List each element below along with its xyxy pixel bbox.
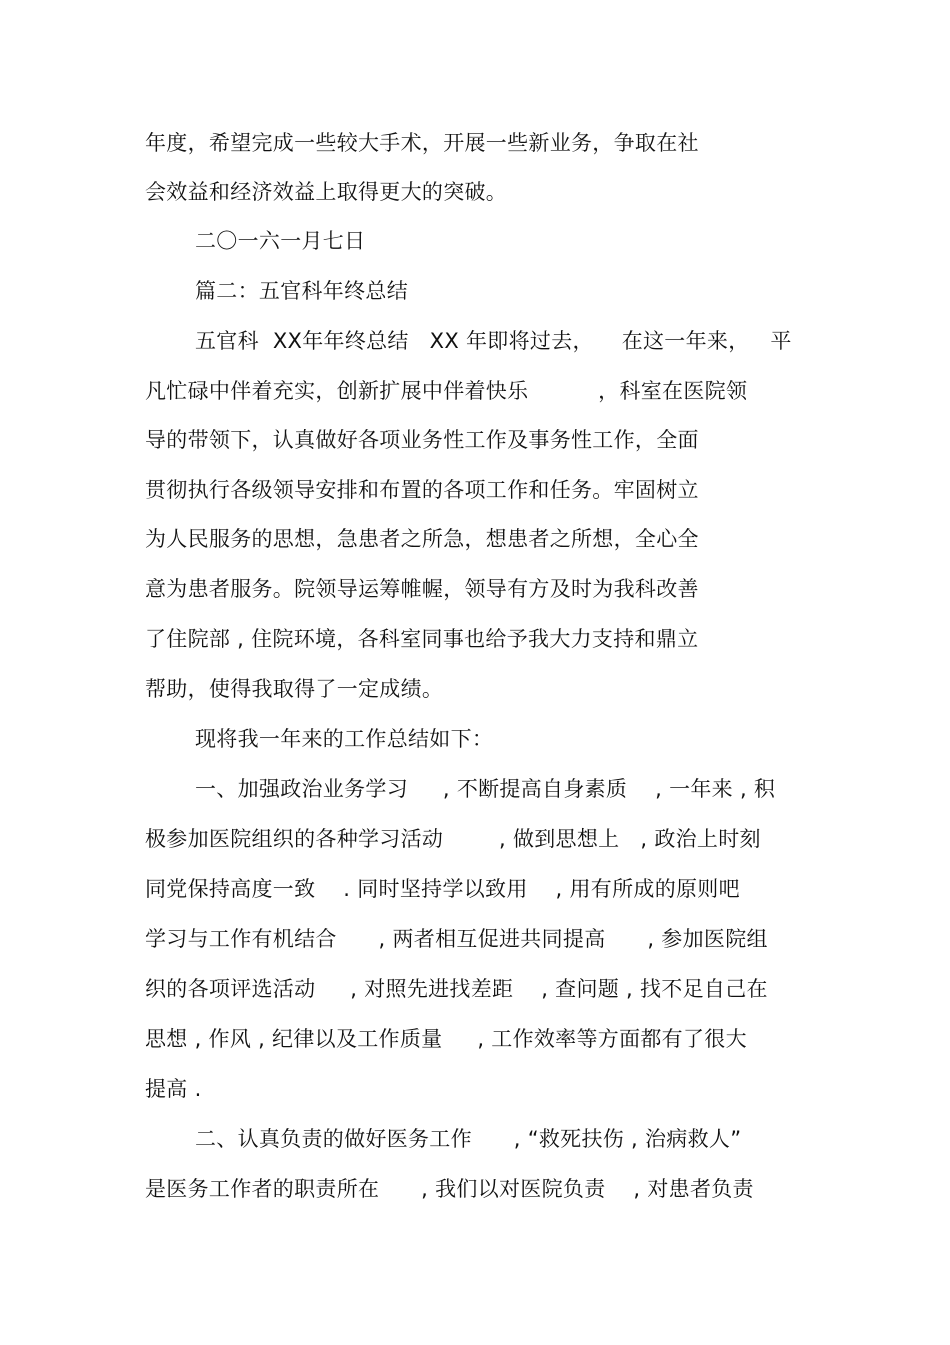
paragraph-line: 一、加强政治业务学习 , 不断提高自身素质 , 一年来 , 积 (195, 777, 776, 801)
date-line: 二〇一六一月七日 (195, 229, 366, 253)
paragraph-line: 现将我一年来的工作总结如下： (195, 727, 494, 751)
paragraph-line: 极参加医院组织的各种学习活动 , 做到思想上 , 政治上时刻 (145, 827, 761, 851)
section-heading: 篇二：五官科年终总结 (195, 279, 408, 303)
paragraph-line: 意为患者服务。院领导运筹帷幄，领导有方及时为我科改善 (145, 577, 699, 601)
paragraph-line: 贯彻执行各级领导安排和布置的各项工作和任务。牢固树立 (145, 478, 699, 502)
paragraph-line: 了住院部 , 住院环境，各科室同事也给予我大力支持和鼎立 (145, 627, 699, 651)
paragraph-line: 提高 . (145, 1077, 202, 1101)
paragraph-line: 思想 , 作风 , 纪律以及工作质量 , 工作效率等方面都有了很大 (145, 1027, 747, 1051)
paragraph-line: 年度，希望完成一些较大手术，开展一些新业务，争取在社 (145, 131, 699, 155)
paragraph-line: 织的各项评选活动 , 对照先进找差距 , 查问题 , 找不足自己在 (145, 977, 768, 1001)
paragraph-line: 同党保持高度一致 . 同时坚持学以致用 , 用有所成的原则吧 (145, 877, 740, 901)
paragraph-line: 帮助，使得我取得了一定成绩。 (145, 677, 444, 701)
paragraph-line: 学习与工作有机结合 , 两者相互促进共同提高 , 参加医院组 (145, 927, 768, 951)
paragraph-line: 是医务工作者的职责所在 , 我们以对医院负责 , 对患者负责 (145, 1177, 754, 1201)
paragraph-line: 二、认真负责的做好医务工作 , “救死扶伤 , 治病救人” (195, 1127, 742, 1151)
paragraph-line: 导的带领下，认真做好各项业务性工作及事务性工作，全面 (145, 428, 699, 452)
paragraph-line: 凡忙碌中伴着充实，创新扩展中伴着快乐 ，科室在医院领 (145, 379, 748, 403)
paragraph-line: 会效益和经济效益上取得更大的突破。 (145, 180, 508, 204)
paragraph-line: 为人民服务的思想，急患者之所急，想患者之所想，全心全 (145, 527, 699, 551)
paragraph-line: 五官科 XX年年终总结 XX 年即将过去， 在这一年来， 平 (195, 329, 792, 353)
